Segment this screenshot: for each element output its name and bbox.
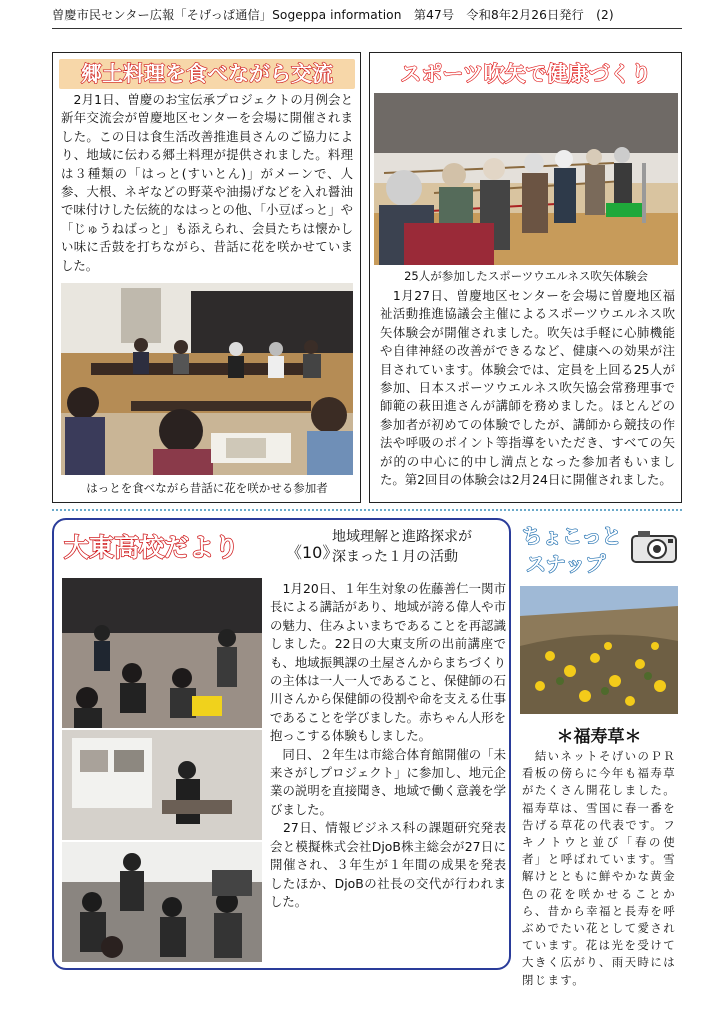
daito-body [270, 580, 506, 911]
daito-photo-3 [62, 842, 262, 962]
section-divider [52, 509, 682, 511]
daito-subtitle-1: 地域理解と進路探求が [332, 529, 472, 545]
daito-photo-1 [62, 578, 262, 728]
snaps-title-2: スナップ [526, 552, 606, 576]
snaps-flower-title: ＊福寿草＊ [556, 727, 642, 747]
daito-title: 大東高校だより [64, 533, 240, 562]
sports-title: スポーツ吹矢で健康づくり [374, 59, 678, 89]
daito-panel [52, 518, 511, 970]
kyodo-caption: はっとを食べながら昔話に花を咲かせる参加者 [86, 481, 328, 495]
snaps-panel [520, 518, 682, 987]
snaps-photo [520, 586, 678, 714]
camera-icon [630, 528, 678, 564]
sports-photo [374, 93, 678, 265]
daito-number: 《10》 [286, 543, 339, 562]
kyodo-panel [52, 52, 361, 503]
sports-body: 1月27日、曽慶地区センターを会場に曽慶地区福祉活動推進協議会主催によるスポーツウエルネス吹矢体験会が開催されました。吹矢は手軽に心肺機能や自律神経の改善ができるなど、健康への効果が注目されています。体験会では、定員を上回る25人が参加、日本スポーツウエルネス吹矢協会常務理事で師範の萩田進さんが講師を務めました。ほとんどの参加者が初めての体験でしたが、講師から競技の作法や呼吸のポイント等指導をいただき、すべての矢が的の中心に的中し満点となった参加者もいました。第2回目の体験会は2月24日に開催されました。 [380, 288, 675, 488]
snaps-title-1: ちょこっと [522, 524, 622, 548]
daito-paragraph-1: 1月20日、１年生対象の佐藤善仁一関市長による講話があり、地域が誇る偉人や市の魅力、住みよいまちであることを再認識しました。22日の大東支所の出前講座でも、地域振興課の土屋さんからまちづくりの主体は一人一人であること、保健師の石川さんから保健師の役割や命を支える仕事であることを学びました。赤ちゃん人形を抱っこする体験もしました。 [270, 581, 506, 744]
snaps-body: 結いネットそげいのＰＲ看板の傍らに今年も福寿草がたくさん開花しました。福寿草は、雪国に春一番を告げる草花の代表です。フキノトウと並び「春の使者」と呼ばれています。雪解けとともに鮮やかな黄金色の花を咲かせることから、昔から幸福と長寿を呼ぶめでたい花として愛されています。花は光を受けて大きく広がり、雨天時には閉じます。 [522, 749, 676, 987]
daito-paragraph-3: 27日、情報ビジネス科の課題研究発表会と模擬株式会社DjoB株主総会が27日に開催され、３年生が１年間の成果を発表したほか、DjoBの社長の交代が行われました。 [270, 820, 506, 909]
header-rule [52, 28, 682, 29]
sports-caption: 25人が参加したスポーツウエルネス吹矢体験会 [404, 269, 648, 283]
kyodo-photo [61, 283, 353, 475]
kyodo-body: 2月1日、曽慶のお宝伝承プロジェクトの月例会と新年交流会が曽慶地区センターを会場に開催されました。この日は食生活改善推進員さんのご協力により、地域に伝わる郷土料理が提供されました。料理は３種類の「はっと(すいとん)」がメーンで、人参、大根、ネギなどの野菜や油揚げなどを入れ醤油で味付けした伝統的なはっとの他、「小豆ばっと」や「じゅうねばっと」も添えられ、会員たちは懐かしい味に舌鼓を打ちながら、昔話に花を咲かせていました。 [61, 92, 353, 273]
page-header: 曽慶市民センター広報「そげっぱ通信」Sogeppa information 第47号 令和8年2月26日発行 (2) [52, 8, 614, 22]
daito-photo-2 [62, 730, 262, 840]
daito-paragraph-2: 同日、２年生は市総合体育館開催の「未来さがしプロジェクト」に参加し、地元企業の説明を直接聞き、地域で働く意義を学びました。 [270, 746, 506, 817]
sports-panel [369, 52, 682, 503]
daito-subtitle-2: 深まった１月の活動 [332, 549, 458, 565]
kyodo-title: 郷土料理を食べながら交流 [59, 59, 355, 89]
